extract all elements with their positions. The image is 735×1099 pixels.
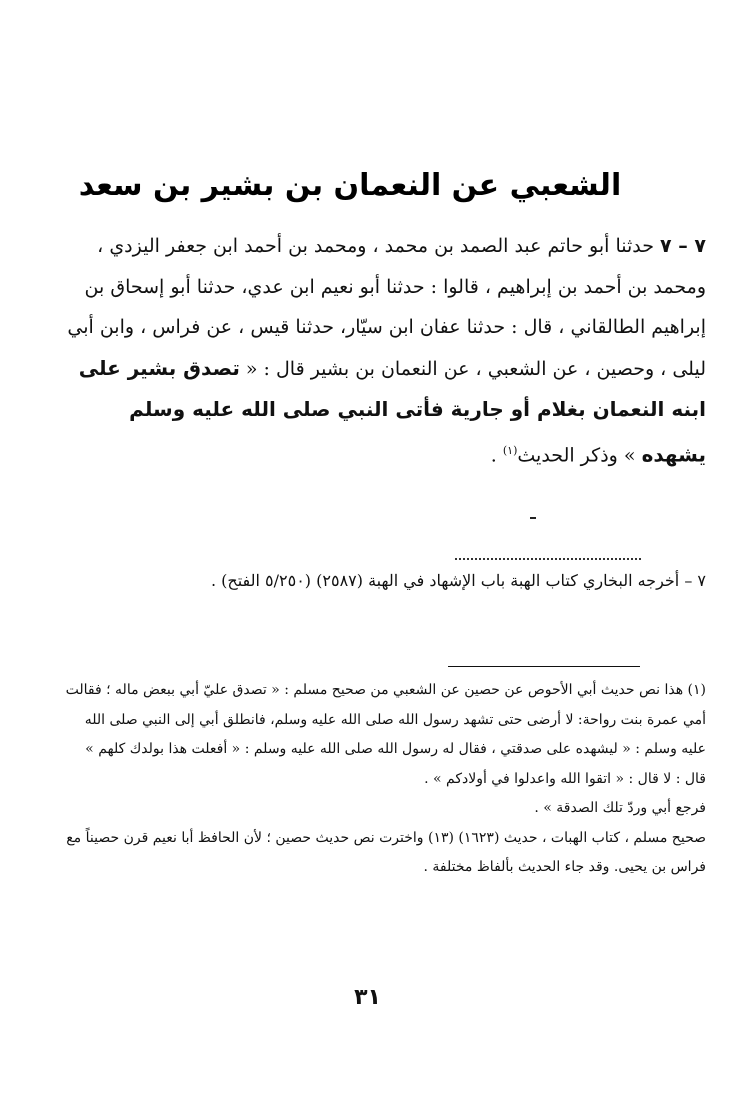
takhrij-note: ٧ – أخرجه البخاري كتاب الهبة باب الإشهاد في الهبة (٢٥٨٧) (٥/٢٥٠ الفتح) . bbox=[210, 571, 706, 590]
footnote-separator bbox=[448, 666, 640, 667]
hadith-number: ٧ – ٧ bbox=[660, 235, 706, 257]
chapter-title: الشعبي عن النعمان بن بشير بن سعد bbox=[78, 168, 622, 203]
hadith-closing: » وذكر الحديث bbox=[517, 443, 636, 466]
page-number: ٣١ bbox=[354, 985, 381, 1010]
hadith-text bbox=[58, 226, 706, 475]
footnote bbox=[60, 676, 706, 883]
dotted-separator bbox=[455, 558, 641, 560]
decorative-mark bbox=[530, 517, 536, 519]
footnote-paragraph: صحيح مسلم ، كتاب الهبات ، حديث (١٦٢٣) (١٣) واخترت نص حديث حصين ؛ لأن الحافظ أبا نعيم قرن حصيناً مع فراس بن يحيى. وقد جاء الحديث بألفاظ مختلفة . bbox=[66, 829, 706, 875]
hadith-quote: تصدق بشير على ابنه النعمان بغلام أو جارية فأتى النبي صلى الله عليه وسلم يشهده bbox=[78, 355, 706, 466]
footnote-paragraph: (١) هذا نص حديث أبي الأحوص عن حصين عن الشعبي من صحيح مسلم : « تصدق عليّ أبي ببعض ماله ؛ فقالت أمي عمرة بنت رواحة: لا أرضى حتى تشهد رسول الله صلى الله عليه وسلم، فانطلق أبي إلى النبي صلى الله عليه وسلم : « ليشهده على صدقتي ، فقال له رسول الله صلى الله عليه وسلم : « أفعلت هذا بولدك كلهم » قال : لا قال : « اتقوا الله واعدلوا في أولادكم » . bbox=[65, 682, 706, 787]
hadith-end: . bbox=[490, 443, 503, 466]
hadith-isnad: حدثنا أبو حاتم عبد الصمد بن محمد ، ومحمد بن أحمد ابن جعفر اليزدي ، ومحمد بن أحمد بن إبراهيم ، قالوا : حدثنا أبو نعيم ابن عدي، حدثنا أبو إسحاق بن إبراهيم الطالقاني ، قال : حدثنا عفان ابن سيّار، حدثنا قيس ، عن فراس ، وابن أبي ليلى ، وحصين ، عن الشعبي ، عن النعمان بن بشير قال : « bbox=[67, 235, 706, 380]
footnote-paragraph: فرجع أبي وردّ تلك الصدقة » . bbox=[534, 800, 706, 816]
footnote-reference: (١) bbox=[502, 443, 518, 457]
